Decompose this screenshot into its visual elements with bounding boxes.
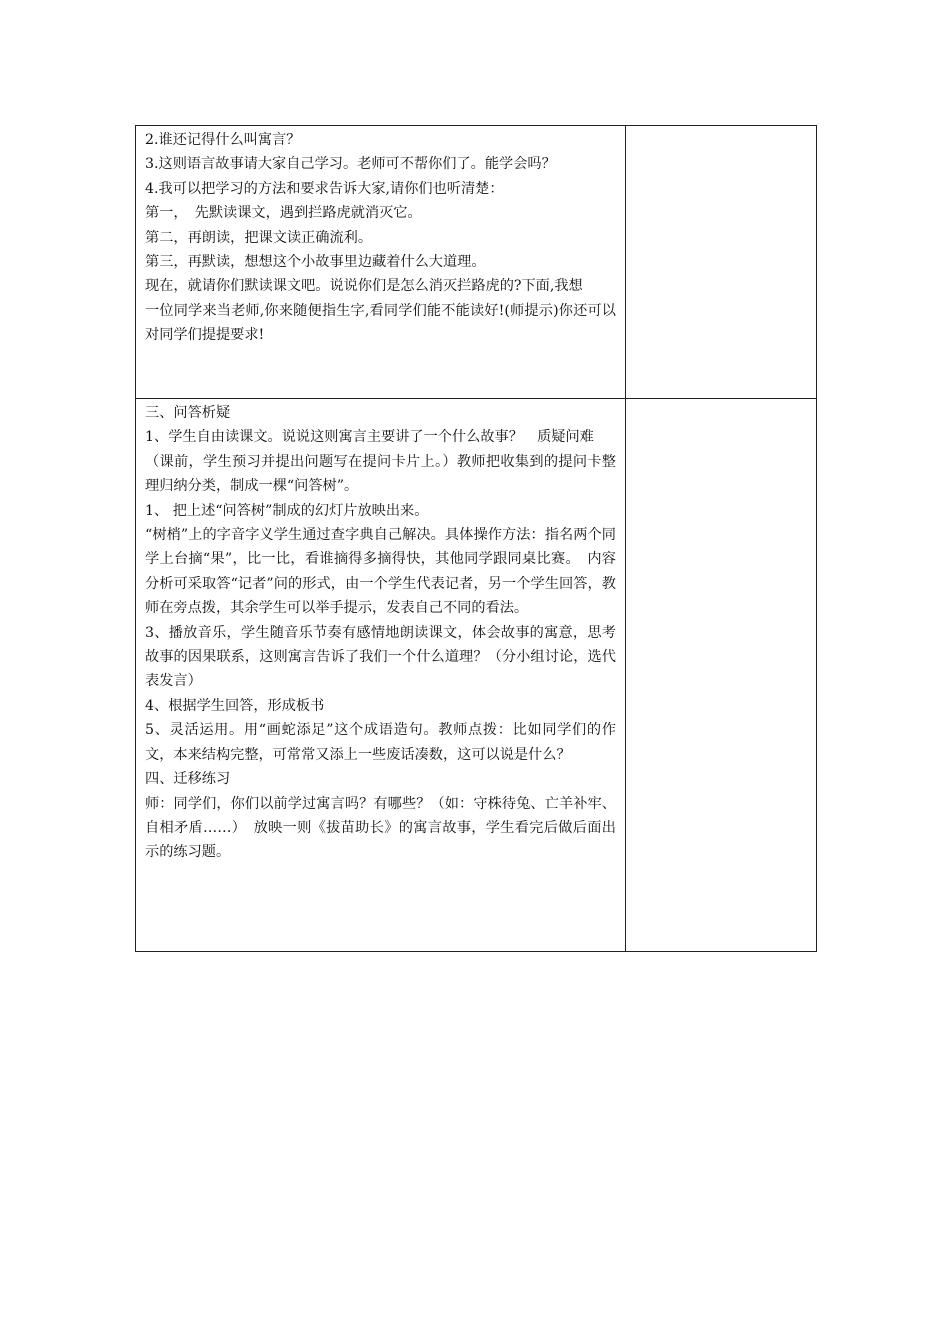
step-two: 第二，再朗读，把课文读正确流利。	[145, 229, 373, 246]
transfer-practice: 师：同学们，你们以前学过寓言吗？有哪些？（如：守株待兔、亡羊补牢、自相矛盾……） 放映一则《拔苗助长》的寓言故事，学生看完后做后面出示的练习题。	[145, 795, 616, 861]
table-row	[136, 126, 817, 399]
notes-cell	[626, 399, 817, 952]
question-card-note: （课前，学生预习并提出问题写在提问卡片上。）教师把收集到的提问卡整理归纳分类，制成一棵“问答树”。	[145, 453, 616, 495]
free-reading-step: 1、学生自由读课文。说说这则寓言主要讲了一个什么故事？ 质疑问难	[145, 429, 594, 446]
music-reading-step: 3、播放音乐，学生随音乐节奏有感情地朗读课文，体会故事的寓意，思考故事的因果联系，这则寓言告诉了我们一个什么道理？（分小组讨论，选代表发言）	[145, 624, 616, 690]
step-one: 第一， 先默读课文，遇到拦路虎就消灭它。	[145, 205, 422, 222]
slide-projection-step: 1、 把上述“问答树”制成的幻灯片放映出来。	[145, 502, 429, 519]
lesson-content-cell	[136, 126, 626, 399]
lesson-content-cell	[136, 399, 626, 952]
idiom-application-step: 5、灵活运用。用“画蛇添足”这个成语造句。教师点拨：比如同学们的作文，本来结构完整，可常常又添上一些废话凑数，这可以说是什么？	[145, 722, 616, 763]
treetop-activity: “树梢”上的字音字义学生通过查字典自己解决。具体操作方法：指名两个同学上台摘“果”，比一比，看谁摘得多摘得快，其他同学跟同桌比赛。 内容分析可采取答“记者”问的形式，由一个学生代表记者，另一个学生回答，教师在旁点拨，其余学生可以举手提示，发表自己不同的看法。	[145, 527, 616, 617]
section-heading-transfer: 四、迁移练习	[145, 771, 231, 788]
board-writing-step: 4、根据学生回答，形成板书	[145, 697, 325, 714]
notes-cell	[626, 126, 817, 399]
student-teacher-activity: 一位同学来当老师,你来随便指生字,看同学们能不能读好!(师提示)你还可以对同学们提提要求!	[145, 302, 616, 344]
step-three: 第三，再默读，想想这个小故事里边藏着什么大道理。	[145, 254, 486, 271]
self-study-instruction: 3.这则语言故事请大家自己学习。老师可不帮你们了。能学会吗？	[145, 156, 556, 173]
section-heading-qa: 三、问答析疑	[145, 405, 231, 421]
table-row	[136, 399, 817, 952]
lesson-plan-table	[135, 125, 817, 952]
silent-reading-prompt: 现在，就请你们默读课文吧。说说你们是怎么消灭拦路虎的?下面,我想	[145, 278, 583, 295]
method-intro: 4.我可以把学习的方法和要求告诉大家,请你们也听清楚：	[145, 180, 504, 197]
question-what-is-fable: 2.谁还记得什么叫寓言？	[145, 132, 301, 148]
